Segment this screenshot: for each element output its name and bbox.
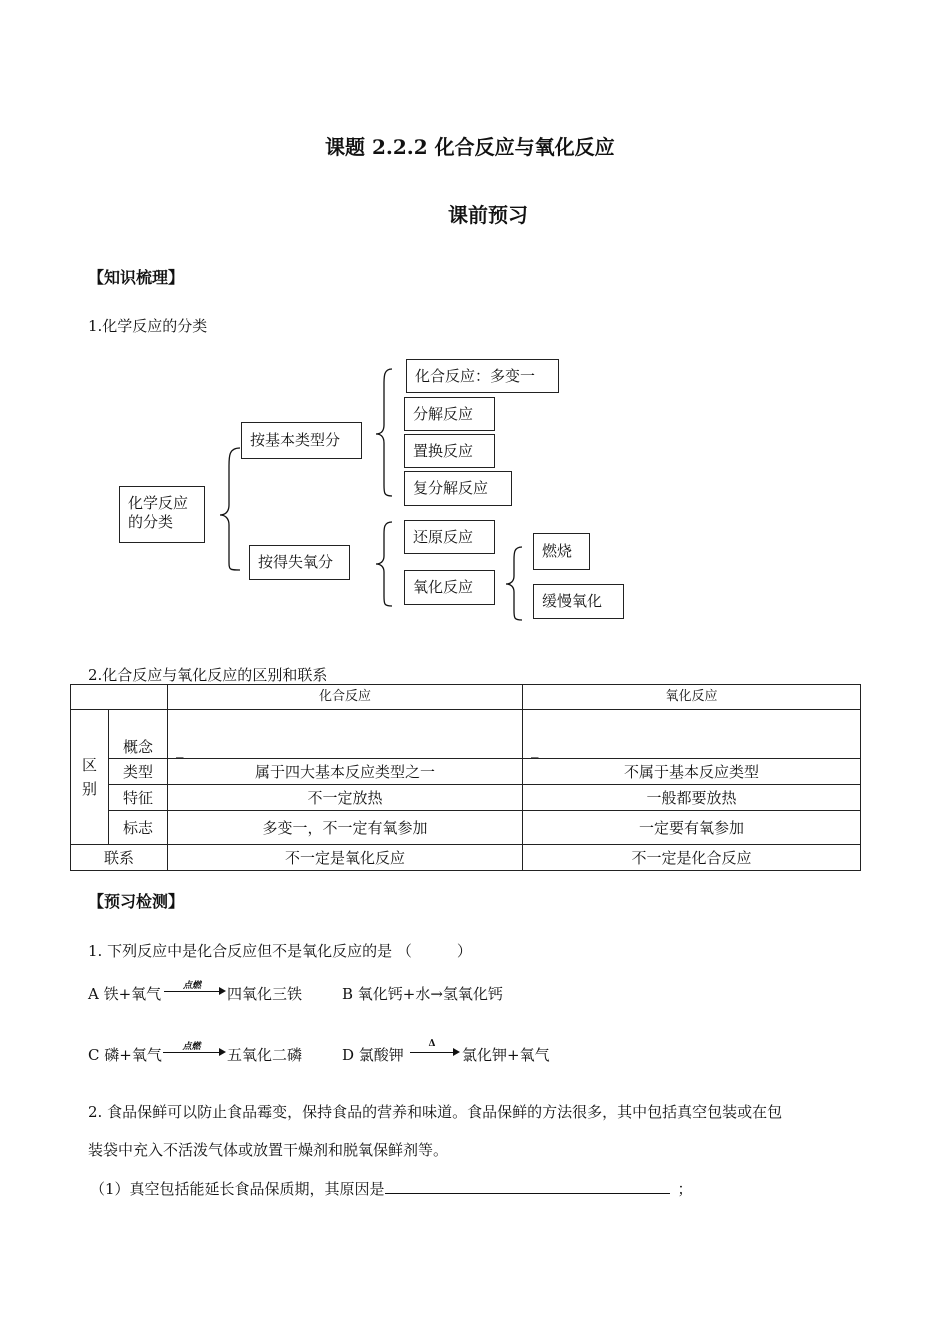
option-c-product: 五氧化二磷 bbox=[227, 1046, 303, 1064]
arrow-head-icon bbox=[453, 1048, 460, 1056]
option-a-arrow bbox=[164, 982, 226, 996]
q2-sub1 bbox=[90, 1177, 693, 1199]
row-label-feature: 特征 bbox=[109, 785, 168, 811]
page-subtitle: 课前预习 bbox=[448, 203, 528, 227]
q2-line2: 装袋中充入不活泼气体或放置干燥剂和脱氧保鲜剂等。 bbox=[88, 1141, 449, 1159]
header-combination: 化合反应 bbox=[168, 685, 523, 710]
comparison-heading: 2.化合反应与氧化反应的区别和联系 bbox=[88, 666, 328, 684]
combination-label: 化合反应：多变一 bbox=[415, 366, 536, 385]
brace-root bbox=[220, 448, 240, 570]
decomposition-label: 分解反应 bbox=[413, 404, 474, 423]
type-combination: 属于四大基本反应类型之一 bbox=[168, 759, 523, 785]
option-a-condition: 点燃 bbox=[182, 981, 201, 991]
double-decomposition-box bbox=[404, 471, 512, 506]
table-row bbox=[71, 759, 861, 785]
combination-box bbox=[406, 359, 559, 393]
arrow-head-icon bbox=[219, 987, 226, 995]
root-box bbox=[119, 486, 205, 543]
header-oxidation: 氧化反应 bbox=[523, 685, 861, 710]
decomposition-box bbox=[404, 397, 495, 431]
brace-oxidation bbox=[506, 547, 522, 620]
oxidation-label: 氧化反应 bbox=[413, 578, 474, 596]
header-empty-cell bbox=[71, 685, 168, 710]
reduction-label: 还原反应 bbox=[413, 527, 474, 546]
displacement-box bbox=[404, 434, 495, 468]
option-d-product: 氯化钾+氧气 bbox=[462, 1046, 550, 1064]
double-decomposition-label: 复分解反应 bbox=[413, 479, 489, 497]
option-a-reactants: A 铁+氧气 bbox=[88, 985, 162, 1003]
q1-stem: 1. 下列反应中是化合反应但不是氧化反应的是 （ ） bbox=[88, 942, 472, 960]
classification-heading: 1.化学反应的分类 bbox=[88, 317, 208, 335]
row-label-type: 类型 bbox=[109, 759, 168, 785]
oxygen-box bbox=[249, 545, 350, 580]
concept-oxidation-blank[interactable]: _ bbox=[523, 710, 861, 759]
option-c-arrow bbox=[163, 1043, 226, 1057]
table-row bbox=[71, 710, 861, 759]
basic-type-box bbox=[241, 422, 362, 459]
slow-oxidation-box bbox=[533, 584, 624, 619]
table-header-row bbox=[71, 685, 861, 710]
mark-oxidation: 一定要有氧参加 bbox=[523, 811, 861, 845]
relation-combination: 不一定是氧化反应 bbox=[168, 845, 523, 871]
row-label-mark: 标志 bbox=[109, 811, 168, 845]
diff-label: 区别 bbox=[81, 756, 97, 798]
arrow-head-icon bbox=[219, 1048, 226, 1056]
option-d-arrow bbox=[410, 1039, 460, 1057]
mark-combination: 多变一，不一定有氧参加 bbox=[168, 811, 523, 845]
oxidation-box bbox=[404, 570, 495, 605]
diff-label-cell bbox=[71, 710, 109, 845]
table-row bbox=[71, 785, 861, 811]
page-title: 课题 2.2.2 化合反应与氧化反应 bbox=[325, 135, 615, 159]
q2-sub1-prompt: （1）真空包括能延长食品保质期，其原因是 bbox=[90, 1180, 385, 1198]
comparison-table bbox=[70, 684, 861, 871]
option-a-product: 四氧化三铁 bbox=[227, 985, 303, 1003]
option-c-reactants: C 磷+氧气 bbox=[88, 1046, 162, 1064]
type-oxidation: 不属于基本反应类型 bbox=[523, 759, 861, 785]
oxygen-label: 按得失氧分 bbox=[258, 553, 334, 571]
preview-test-heading: 【预习检测】 bbox=[88, 892, 185, 911]
basic-type-label: 按基本类型分 bbox=[250, 431, 341, 449]
q2-sub1-end: ； bbox=[677, 1180, 693, 1198]
brace-oxygen bbox=[376, 522, 392, 606]
combustion-label: 燃烧 bbox=[542, 542, 573, 560]
combustion-box bbox=[533, 533, 590, 570]
relation-oxidation: 不一定是化合反应 bbox=[523, 845, 861, 871]
table-row bbox=[71, 811, 861, 845]
q2-sub1-answer-blank[interactable] bbox=[385, 1177, 670, 1194]
brace-basic-types bbox=[376, 369, 392, 496]
table-row bbox=[71, 845, 861, 871]
slow-oxidation-label: 缓慢氧化 bbox=[542, 592, 603, 610]
root-label: 化学反应的分类 bbox=[128, 494, 189, 531]
q2-line1: 2. 食品保鲜可以防止食品霉变，保持食品的营养和味道。食品保鲜的方法很多，其中包括真空包装或在包 bbox=[88, 1103, 783, 1121]
row-label-relation: 联系 bbox=[71, 845, 168, 871]
knowledge-heading: 【知识梳理】 bbox=[88, 268, 185, 287]
option-d-reactants: D 氯酸钾 bbox=[342, 1046, 404, 1064]
row-label-concept: 概念 bbox=[109, 710, 168, 759]
concept-combination-blank[interactable]: _ bbox=[168, 710, 523, 759]
feature-combination: 不一定放热 bbox=[168, 785, 523, 811]
feature-oxidation: 一般都要放热 bbox=[523, 785, 861, 811]
option-c-condition: 点燃 bbox=[182, 1042, 201, 1052]
reduction-box bbox=[404, 520, 495, 554]
option-d-condition: Δ bbox=[428, 1039, 436, 1049]
displacement-label: 置换反应 bbox=[413, 441, 474, 460]
q1-option-b[interactable]: B 氧化钙+水→氢氧化钙 bbox=[342, 985, 503, 1003]
